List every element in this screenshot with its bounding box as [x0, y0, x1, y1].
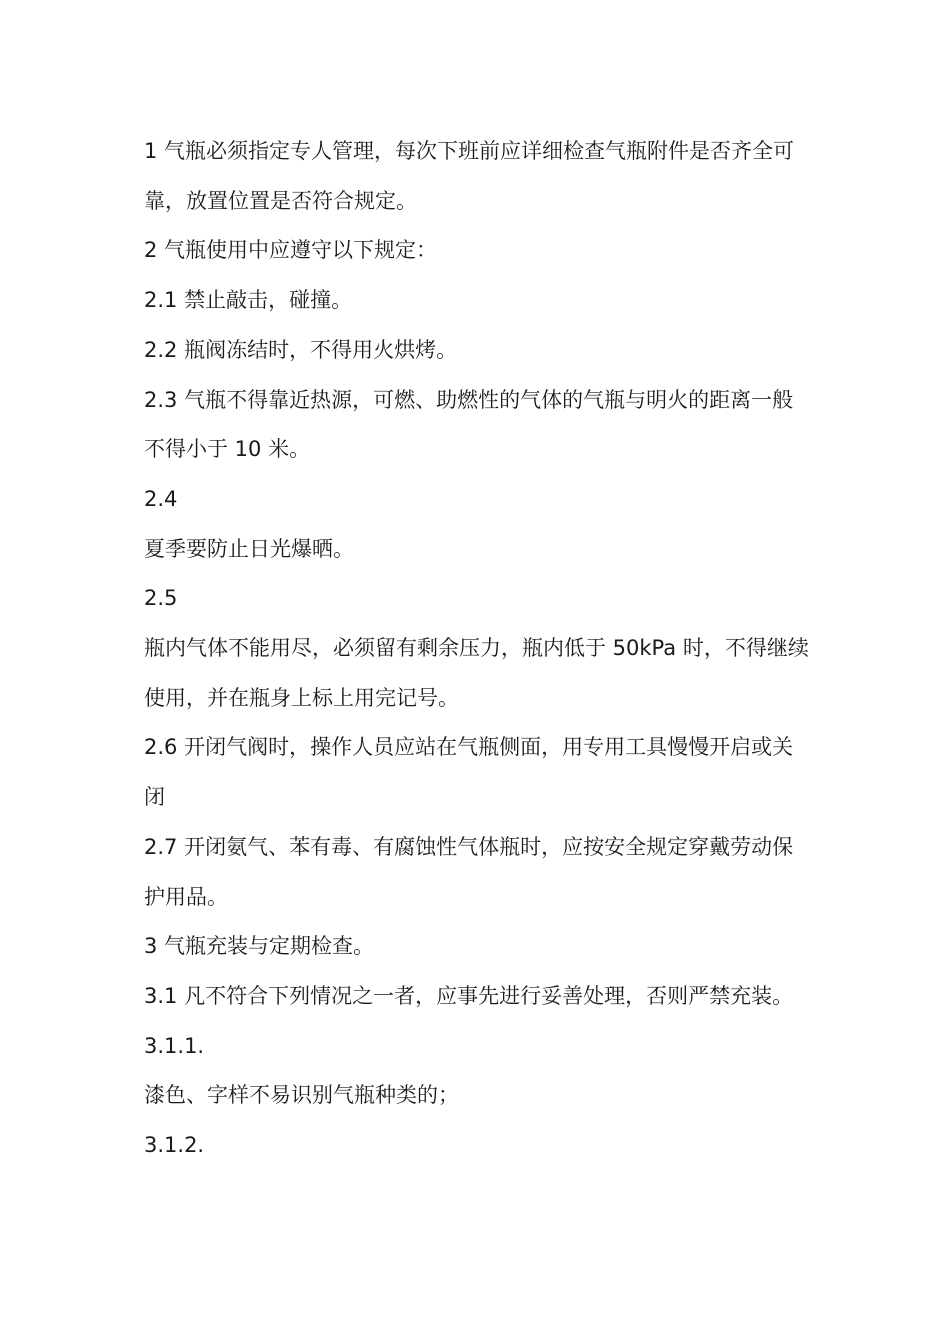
- paragraph-2-1: 2.1 禁止敲击，碰撞。: [144, 288, 353, 313]
- paragraph-2-5-text: 瓶内气体不能用尽，必须留有剩余压力，瓶内低于 50kPa 时，不得继续使用，并在瓶身上标上用完记号。: [144, 636, 809, 710]
- paragraph-3-1: 3.1 凡不符合下列情况之一者，应事先进行妥善处理，否则严禁充装。: [144, 983, 794, 1008]
- paragraph-2-4-text: 夏季要防止日光爆晒。: [144, 536, 354, 561]
- paragraph-2-3: 2.3 气瓶不得靠近热源，可燃、助燃性的气体的气瓶与明火的距离一般不得小于 10 米。: [144, 387, 794, 462]
- paragraph-1: 1 气瓶必须指定专人管理，每次下班前应详细检查气瓶附件是否齐全可靠，放置位置是否符合规定。: [144, 139, 795, 213]
- paragraph-2-2: 2.2 瓶阀冻结时，不得用火烘烤。: [144, 337, 458, 362]
- paragraph-3-1-1-text: 漆色、字样不易识别气瓶种类的；: [144, 1083, 459, 1108]
- paragraph-2-6: 2.6 开闭气阀时，操作人员应站在气瓶侧面，用专用工具慢慢开启或关闭: [144, 735, 794, 810]
- document-body: [144, 127, 814, 1171]
- paragraph-3-1-1-number: 3.1.1.: [144, 1033, 205, 1058]
- paragraph-2-4-number: 2.4: [144, 486, 178, 511]
- paragraph-2-5-number: 2.5: [144, 586, 178, 611]
- paragraph-3: 3 气瓶充装与定期检查。: [144, 934, 375, 959]
- paragraph-2: 2 气瓶使用中应遵守以下规定：: [144, 238, 438, 263]
- paragraph-2-7: 2.7 开闭氨气、苯有毒、有腐蚀性气体瓶时，应按安全规定穿戴劳动保护用品。: [144, 834, 794, 909]
- paragraph-3-1-2-number: 3.1.2.: [144, 1133, 205, 1158]
